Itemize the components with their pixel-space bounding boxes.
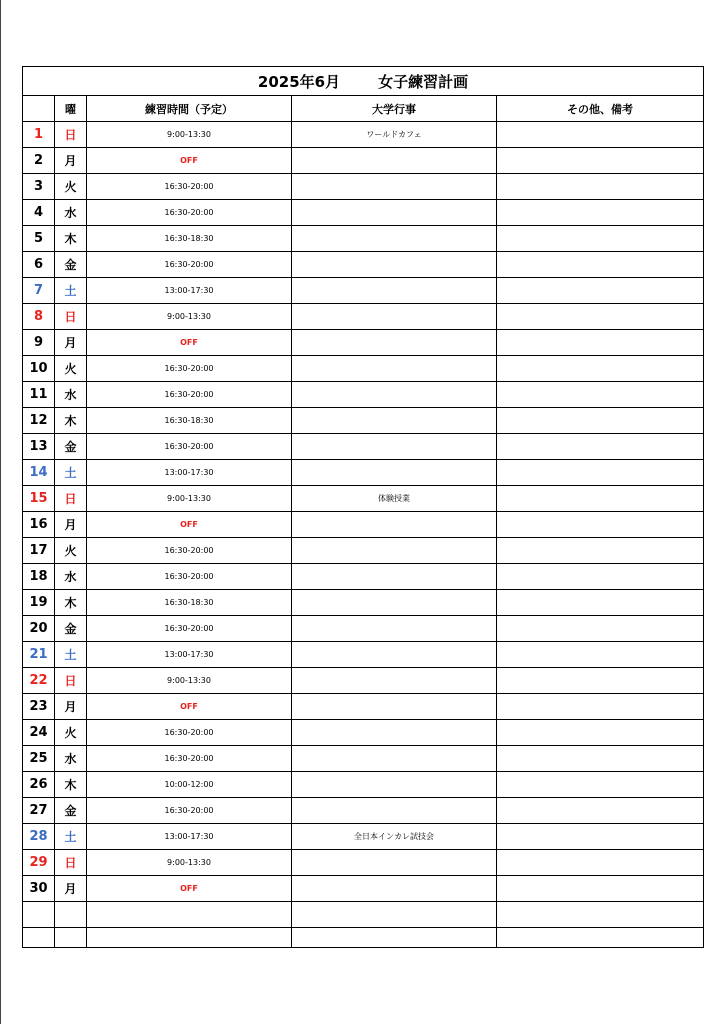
- table-row: [23, 148, 704, 174]
- table-row: [23, 746, 704, 772]
- day-note: [497, 148, 704, 174]
- day-practice-time: OFF: [87, 512, 292, 538]
- table-row: [23, 200, 704, 226]
- day-university-event: [292, 694, 497, 720]
- schedule-body: [23, 122, 704, 948]
- day-practice-time: 16:30-20:00: [87, 382, 292, 408]
- day-date: 30: [23, 876, 55, 902]
- day-practice-time: 16:30-20:00: [87, 720, 292, 746]
- table-row: [23, 798, 704, 824]
- day-weekday: 月: [55, 694, 87, 720]
- day-university-event: [292, 746, 497, 772]
- day-note: [497, 798, 704, 824]
- table-row: [23, 356, 704, 382]
- table-row: [23, 226, 704, 252]
- day-practice-time: 9:00-13:30: [87, 668, 292, 694]
- day-practice-time: 16:30-20:00: [87, 174, 292, 200]
- day-date: 28: [23, 824, 55, 850]
- day-weekday: 水: [55, 382, 87, 408]
- table-row: [23, 174, 704, 200]
- table-row: [23, 642, 704, 668]
- table-row: [23, 382, 704, 408]
- day-weekday: 土: [55, 278, 87, 304]
- day-date: 2: [23, 148, 55, 174]
- day-note: [497, 174, 704, 200]
- header-date: [23, 96, 55, 122]
- day-note: [497, 434, 704, 460]
- day-date: 27: [23, 798, 55, 824]
- day-practice-time: 16:30-20:00: [87, 434, 292, 460]
- day-note: [497, 538, 704, 564]
- table-row: [23, 564, 704, 590]
- day-date: 25: [23, 746, 55, 772]
- day-date: 14: [23, 460, 55, 486]
- day-university-event: [292, 564, 497, 590]
- title-text: 女子練習計画: [378, 72, 469, 91]
- day-date: 23: [23, 694, 55, 720]
- day-weekday: 火: [55, 174, 87, 200]
- day-university-event: [292, 876, 497, 902]
- day-practice-time: 16:30-18:30: [87, 590, 292, 616]
- day-practice-time: 9:00-13:30: [87, 486, 292, 512]
- day-date: 19: [23, 590, 55, 616]
- day-university-event: [292, 148, 497, 174]
- day-weekday: 火: [55, 720, 87, 746]
- table-row: [23, 252, 704, 278]
- day-university-event: [292, 382, 497, 408]
- day-date: 8: [23, 304, 55, 330]
- day-weekday: 水: [55, 200, 87, 226]
- day-university-event: [292, 460, 497, 486]
- day-note: [497, 876, 704, 902]
- day-note: [497, 564, 704, 590]
- day-university-event: [292, 642, 497, 668]
- day-note: [497, 720, 704, 746]
- blank-row: [23, 928, 704, 948]
- title-row: [23, 67, 704, 96]
- day-note: [497, 278, 704, 304]
- day-note: [497, 512, 704, 538]
- day-note: [497, 642, 704, 668]
- day-date: 15: [23, 486, 55, 512]
- day-practice-time: 9:00-13:30: [87, 850, 292, 876]
- day-weekday: 木: [55, 226, 87, 252]
- table-row: [23, 720, 704, 746]
- day-date: 20: [23, 616, 55, 642]
- day-weekday: 土: [55, 460, 87, 486]
- day-university-event: [292, 226, 497, 252]
- day-practice-time: 16:30-20:00: [87, 798, 292, 824]
- day-university-event: [292, 512, 497, 538]
- day-practice-time: OFF: [87, 694, 292, 720]
- day-university-event: [292, 590, 497, 616]
- day-note: [497, 408, 704, 434]
- day-note: [497, 668, 704, 694]
- table-row: [23, 850, 704, 876]
- day-weekday: 金: [55, 616, 87, 642]
- day-date: 18: [23, 564, 55, 590]
- day-weekday: 木: [55, 408, 87, 434]
- day-date: 12: [23, 408, 55, 434]
- day-university-event: [292, 720, 497, 746]
- day-practice-time: OFF: [87, 330, 292, 356]
- day-university-event: ワールドカフェ: [292, 122, 497, 148]
- day-weekday: 木: [55, 772, 87, 798]
- day-university-event: [292, 356, 497, 382]
- day-note: [497, 746, 704, 772]
- table-row: [23, 122, 704, 148]
- day-weekday: 日: [55, 304, 87, 330]
- day-weekday: 日: [55, 850, 87, 876]
- day-weekday: 月: [55, 148, 87, 174]
- header-notes: その他、備考: [497, 96, 704, 122]
- day-note: [497, 252, 704, 278]
- day-university-event: [292, 304, 497, 330]
- blank-row: [23, 902, 704, 928]
- day-note: [497, 330, 704, 356]
- day-note: [497, 382, 704, 408]
- day-university-event: [292, 434, 497, 460]
- table-row: [23, 408, 704, 434]
- day-weekday: 月: [55, 512, 87, 538]
- table-row: [23, 460, 704, 486]
- day-university-event: [292, 252, 497, 278]
- day-date: 3: [23, 174, 55, 200]
- day-weekday: 日: [55, 122, 87, 148]
- day-university-event: [292, 278, 497, 304]
- header-row: [23, 96, 704, 122]
- table-row: [23, 278, 704, 304]
- day-weekday: 火: [55, 356, 87, 382]
- day-practice-time: 16:30-20:00: [87, 200, 292, 226]
- day-practice-time: 9:00-13:30: [87, 122, 292, 148]
- header-university-events: 大学行事: [292, 96, 497, 122]
- day-practice-time: 16:30-20:00: [87, 356, 292, 382]
- header-practice-time: 練習時間（予定）: [87, 96, 292, 122]
- header-weekday: 曜: [55, 96, 87, 122]
- day-note: [497, 460, 704, 486]
- table-row: [23, 772, 704, 798]
- table-row: [23, 590, 704, 616]
- table-row: [23, 876, 704, 902]
- table-row: [23, 668, 704, 694]
- day-note: [497, 850, 704, 876]
- day-university-event: 全日本インカレ試技会: [292, 824, 497, 850]
- day-weekday: 火: [55, 538, 87, 564]
- day-weekday: 水: [55, 746, 87, 772]
- table-row: [23, 304, 704, 330]
- table-row: [23, 512, 704, 538]
- title-date: 2025年6月: [257, 72, 341, 91]
- day-university-event: [292, 798, 497, 824]
- day-date: 17: [23, 538, 55, 564]
- day-practice-time: 16:30-20:00: [87, 538, 292, 564]
- day-date: 4: [23, 200, 55, 226]
- practice-schedule-table: [22, 66, 704, 948]
- day-note: [497, 200, 704, 226]
- day-date: 6: [23, 252, 55, 278]
- table-row: [23, 616, 704, 642]
- day-practice-time: 16:30-20:00: [87, 564, 292, 590]
- table-row: [23, 694, 704, 720]
- table-row: [23, 330, 704, 356]
- day-date: 29: [23, 850, 55, 876]
- day-note: [497, 486, 704, 512]
- day-weekday: 木: [55, 590, 87, 616]
- day-date: 21: [23, 642, 55, 668]
- day-note: [497, 772, 704, 798]
- day-date: 10: [23, 356, 55, 382]
- day-weekday: 日: [55, 486, 87, 512]
- day-weekday: 月: [55, 876, 87, 902]
- day-date: 13: [23, 434, 55, 460]
- day-university-event: [292, 772, 497, 798]
- day-date: 9: [23, 330, 55, 356]
- day-note: [497, 226, 704, 252]
- day-date: 26: [23, 772, 55, 798]
- day-practice-time: 13:00-17:30: [87, 824, 292, 850]
- day-weekday: 土: [55, 642, 87, 668]
- table-row: [23, 538, 704, 564]
- day-practice-time: 10:00-12:00: [87, 772, 292, 798]
- day-university-event: [292, 668, 497, 694]
- day-weekday: 土: [55, 824, 87, 850]
- table-row: [23, 486, 704, 512]
- day-university-event: [292, 538, 497, 564]
- table-row: [23, 824, 704, 850]
- day-university-event: [292, 174, 497, 200]
- day-university-event: [292, 408, 497, 434]
- day-date: 22: [23, 668, 55, 694]
- day-date: 7: [23, 278, 55, 304]
- day-weekday: 日: [55, 668, 87, 694]
- day-university-event: [292, 200, 497, 226]
- day-practice-time: OFF: [87, 876, 292, 902]
- day-practice-time: 13:00-17:30: [87, 642, 292, 668]
- day-university-event: 体験授業: [292, 486, 497, 512]
- day-practice-time: 9:00-13:30: [87, 304, 292, 330]
- day-practice-time: 16:30-20:00: [87, 252, 292, 278]
- day-note: [497, 616, 704, 642]
- day-date: 24: [23, 720, 55, 746]
- day-note: [497, 694, 704, 720]
- page-edge: [0, 0, 1, 1024]
- day-date: 11: [23, 382, 55, 408]
- day-note: [497, 356, 704, 382]
- day-practice-time: 16:30-18:30: [87, 226, 292, 252]
- day-date: 5: [23, 226, 55, 252]
- day-practice-time: 13:00-17:30: [87, 460, 292, 486]
- day-weekday: 水: [55, 564, 87, 590]
- day-university-event: [292, 330, 497, 356]
- day-practice-time: 16:30-20:00: [87, 616, 292, 642]
- day-practice-time: 16:30-20:00: [87, 746, 292, 772]
- day-note: [497, 590, 704, 616]
- day-note: [497, 122, 704, 148]
- table-row: [23, 434, 704, 460]
- day-weekday: 金: [55, 798, 87, 824]
- day-note: [497, 304, 704, 330]
- day-practice-time: OFF: [87, 148, 292, 174]
- day-university-event: [292, 850, 497, 876]
- sheet-title: [23, 67, 704, 96]
- day-weekday: 金: [55, 434, 87, 460]
- day-university-event: [292, 616, 497, 642]
- day-practice-time: 16:30-18:30: [87, 408, 292, 434]
- day-note: [497, 824, 704, 850]
- day-practice-time: 13:00-17:30: [87, 278, 292, 304]
- day-date: 1: [23, 122, 55, 148]
- day-weekday: 月: [55, 330, 87, 356]
- day-weekday: 金: [55, 252, 87, 278]
- day-date: 16: [23, 512, 55, 538]
